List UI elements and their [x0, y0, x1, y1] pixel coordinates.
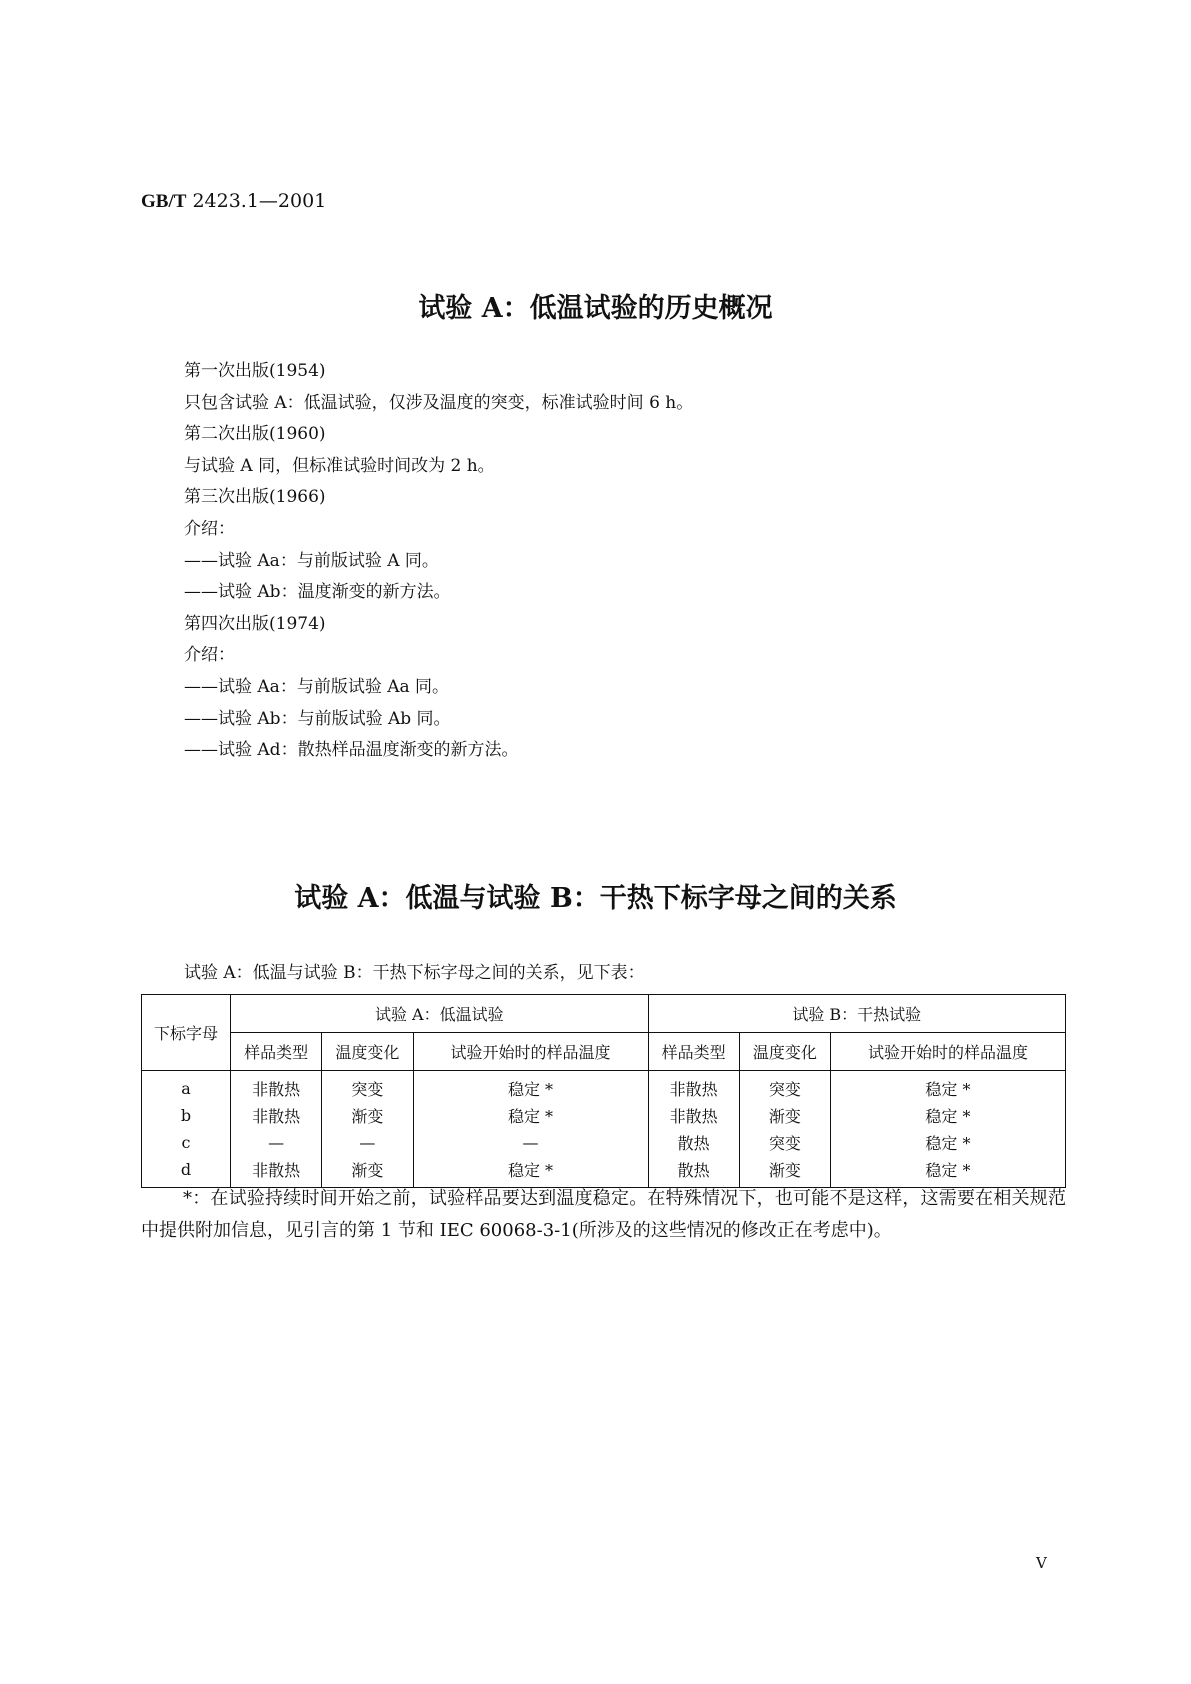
- table-cell: —: [231, 1129, 322, 1156]
- history-line: 介绍：: [184, 518, 235, 539]
- history-line: 第三次出版(1966): [184, 487, 326, 508]
- table-cell: a: [142, 1071, 231, 1103]
- table-cell: d: [142, 1156, 231, 1188]
- history-list: [184, 356, 693, 767]
- history-line: 只包含试验 A：低温试验，仅涉及温度的突变，标准试验时间 6 h。: [184, 392, 694, 413]
- standard-code-number: 2423.1—2001: [186, 190, 327, 212]
- col-header: 样品类型: [648, 1033, 739, 1071]
- relation-title: 试验 A：低温与试验 B：干热下标字母之间的关系: [294, 883, 897, 914]
- table-cell: 稳定 *: [413, 1156, 648, 1188]
- history-line: ——试验 Ab：与前版试验 Ab 同。: [184, 708, 451, 729]
- history-line: ——试验 Ab：温度渐变的新方法。: [184, 582, 451, 603]
- group-header-a: 试验 A：低温试验: [231, 995, 648, 1033]
- table-cell: 非散热: [648, 1071, 739, 1103]
- col-header: 样品类型: [231, 1033, 322, 1071]
- history-line: 第二次出版(1960): [184, 424, 326, 445]
- table-cell: 非散热: [231, 1071, 322, 1103]
- history-line: 与试验 A 同，但标准试验时间改为 2 h。: [184, 455, 495, 476]
- table-cell: 稳定 *: [830, 1129, 1065, 1156]
- table-cell: 稳定 *: [413, 1102, 648, 1129]
- table-cell: 突变: [322, 1071, 413, 1103]
- table-row: [142, 1102, 1066, 1129]
- table-cell: —: [322, 1129, 413, 1156]
- table-cell: 突变: [739, 1071, 830, 1103]
- table-cell: 渐变: [739, 1156, 830, 1188]
- table-row: [142, 1071, 1066, 1103]
- table-cell: c: [142, 1129, 231, 1156]
- page-number: V: [1036, 1554, 1047, 1572]
- table-cell: —: [413, 1129, 648, 1156]
- table-cell: 渐变: [739, 1102, 830, 1129]
- history-line: ——试验 Aa：与前版试验 Aa 同。: [184, 676, 450, 697]
- standard-code: [141, 190, 326, 213]
- table-cell: 非散热: [648, 1102, 739, 1129]
- standard-code-prefix: GB/T: [141, 191, 187, 212]
- col-header: 温度变化: [322, 1033, 413, 1071]
- history-line: ——试验 Aa：与前版试验 A 同。: [184, 550, 439, 571]
- table-cell: 散热: [648, 1129, 739, 1156]
- col-header: 试验开始时的样品温度: [830, 1033, 1065, 1071]
- table-row: [142, 1129, 1066, 1156]
- history-line: ——试验 Ad：散热样品温度渐变的新方法。: [184, 740, 519, 761]
- history-line: 第四次出版(1974): [184, 613, 326, 634]
- col-header-subscript: 下标字母: [142, 995, 231, 1071]
- relation-table: [141, 994, 1066, 1188]
- col-header: 温度变化: [739, 1033, 830, 1071]
- col-header: 试验开始时的样品温度: [413, 1033, 648, 1071]
- table-cell: 渐变: [322, 1156, 413, 1188]
- group-header-b: 试验 B：干热试验: [648, 995, 1065, 1033]
- table-cell: 渐变: [322, 1102, 413, 1129]
- table-cell: 突变: [739, 1129, 830, 1156]
- table-cell: 稳定 *: [830, 1156, 1065, 1188]
- table-cell: 稳定 *: [413, 1071, 648, 1103]
- table-cell: 稳定 *: [830, 1102, 1065, 1129]
- table-cell: 非散热: [231, 1156, 322, 1188]
- table-cell: 非散热: [231, 1102, 322, 1129]
- history-title: 试验 A：低温试验的历史概况: [418, 293, 773, 324]
- table-cell: 稳定 *: [830, 1071, 1065, 1103]
- history-line: 第一次出版(1954): [184, 361, 326, 381]
- footnote: *：在试验持续时间开始之前，试验样品要达到温度稳定。在特殊情况下，也可能不是这样，这需要在相关规范中提供附加信息，见引言的第 1 节和 IEC 60068-3-1(所涉及的这些情况的修改正在考虑中)。: [141, 1188, 1066, 1241]
- table-intro: 试验 A：低温与试验 B：干热下标字母之间的关系，见下表：: [184, 963, 645, 983]
- history-line: 介绍：: [184, 645, 235, 666]
- table-cell: 散热: [648, 1156, 739, 1188]
- table-cell: b: [142, 1102, 231, 1129]
